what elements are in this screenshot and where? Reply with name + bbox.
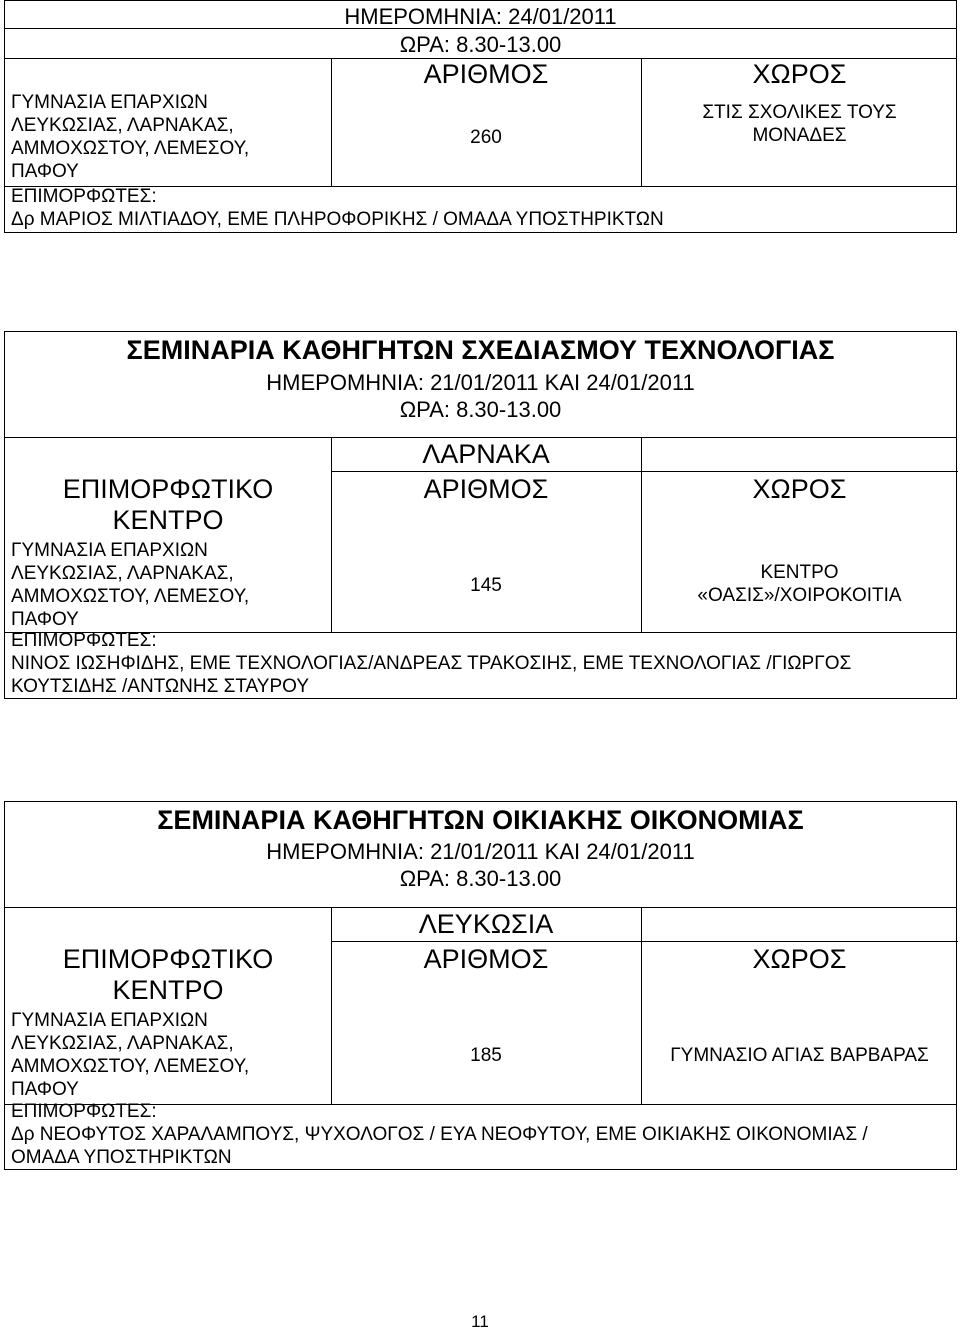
venue-line: ΜΟΝΑΔΕΣ <box>752 125 847 146</box>
training-centre-line: ΚΕΝΤΡΟ <box>112 505 224 535</box>
schools-list <box>11 91 249 183</box>
venue <box>641 101 958 147</box>
divider <box>5 907 956 908</box>
training-centre-label <box>5 474 331 536</box>
training-centre-line: ΕΠΙΜΟΡΦΩΤΙΚΟ <box>62 944 274 974</box>
seminar-table-technology <box>4 331 957 699</box>
city-header: ΛΕΥΚΩΣΙΑ <box>418 909 554 939</box>
trainers-label: ΕΠΙΜΟΡΦΩΤΕΣ: <box>11 186 157 207</box>
schools-line: ΠΑΦΟΥ <box>11 609 79 630</box>
city-header: ΛΑΡΝΑΚΑ <box>422 439 550 469</box>
venue <box>641 561 958 607</box>
trainers <box>11 1100 868 1169</box>
session-time: ΩΡΑ: 8.30-13.00 <box>399 866 562 891</box>
seminar-title: ΣΕΜΙΝΑΡΙΑ ΚΑΘΗΓΗΤΩΝ ΟΙΚΙΑΚΗΣ ΟΙΚΟΝΟΜΙΑΣ <box>157 805 804 835</box>
place-header: ΧΩΡΟΣ <box>752 59 847 89</box>
schools-line: ΑΜΜΟΧΩΣΤΟΥ, ΛΕΜΕΣΟΥ, <box>11 1056 250 1077</box>
session-date: ΗΜΕΡΟΜΗΝΙΑ: 24/01/2011 <box>344 4 617 29</box>
schools-list <box>11 1009 249 1101</box>
divider <box>331 471 958 472</box>
trainers-line: ΚΟΥΤΣΙΔΗΣ /ΑΝΤΩΝΗΣ ΣΤΑΥΡΟΥ <box>11 676 309 697</box>
venue-line: ΓΥΜΝΑΣΙΟ ΑΓΙΑΣ ΒΑΡΒΑΡΑΣ <box>670 1045 929 1066</box>
schools-line: ΓΥΜΝΑΣΙΑ ΕΠΑΡΧΙΩΝ <box>11 540 208 561</box>
schools-line: ΓΥΜΝΑΣΙΑ ΕΠΑΡΧΙΩΝ <box>11 1010 208 1031</box>
venue-line: «ΟΑΣΙΣ»/ΧΟΙΡΟΚΟΙΤΙΑ <box>697 585 902 606</box>
trainers-line: ΝΙΝΟΣ ΙΩΣΗΦΙΔΗΣ, ΕΜΕ ΤΕΧΝΟΛΟΓΙΑΣ/ΑΝΔΡΕΑΣ ΤΡΑΚΟΣΙΗΣ, ΕΜΕ ΤΕΧΝΟΛΟΓΙΑΣ /ΓΙΩΡΓΟΣ <box>11 653 852 674</box>
training-centre-label <box>5 944 331 1006</box>
seminar-table-informatics <box>4 0 957 233</box>
schools-line: ΛΕΥΚΩΣΙΑΣ, ΛΑΡΝΑΚΑΣ, <box>11 115 234 136</box>
venue <box>641 1044 958 1067</box>
divider <box>5 437 956 438</box>
trainers-label: ΕΠΙΜΟΡΦΩΤΕΣ: <box>11 1101 157 1122</box>
schools-line: ΑΜΜΟΧΩΣΤΟΥ, ΛΕΜΕΣΟΥ, <box>11 138 250 159</box>
trainers-line: Δρ ΜΑΡΙΟΣ ΜΙΛΤΙΑΔΟΥ, ΕΜΕ ΠΛΗΡΟΦΟΡΙΚΗΣ / ΟΜΑΔΑ ΥΠΟΣΤΗΡΙΚΤΩΝ <box>11 209 664 230</box>
number-header: ΑΡΙΘΜΟΣ <box>423 59 549 89</box>
page-number: 11 <box>471 1312 489 1331</box>
trainers <box>11 185 664 231</box>
seminar-title: ΣΕΜΙΝΑΡΙΑ ΚΑΘΗΓΗΤΩΝ ΣΧΕΔΙΑΣΜΟΥ ΤΕΧΝΟΛΟΓΙΑΣ <box>126 335 835 365</box>
trainers <box>11 629 851 698</box>
number-header: ΑΡΙΘΜΟΣ <box>423 944 549 974</box>
schools-line: ΛΕΥΚΩΣΙΑΣ, ΛΑΡΝΑΚΑΣ, <box>11 1033 234 1054</box>
place-header: ΧΩΡΟΣ <box>752 474 847 504</box>
trainers-line: ΟΜΑΔΑ ΥΠΟΣΤΗΡΙΚΤΩΝ <box>11 1147 232 1168</box>
schools-line: ΠΑΦΟΥ <box>11 1079 79 1100</box>
training-centre-line: ΚΕΝΤΡΟ <box>112 975 224 1005</box>
participant-number: 185 <box>470 1045 502 1066</box>
place-header: ΧΩΡΟΣ <box>752 944 847 974</box>
schools-line: ΓΥΜΝΑΣΙΑ ΕΠΑΡΧΙΩΝ <box>11 92 208 113</box>
divider <box>331 941 958 942</box>
number-header: ΑΡΙΘΜΟΣ <box>423 474 549 504</box>
session-date: ΗΜΕΡΟΜΗΝΙΑ: 21/01/2011 ΚΑΙ 24/01/2011 <box>266 370 695 395</box>
venue-line: ΚΕΝΤΡΟ <box>760 562 839 583</box>
schools-line: ΛΕΥΚΩΣΙΑΣ, ΛΑΡΝΑΚΑΣ, <box>11 563 234 584</box>
schools-line: ΠΑΦΟΥ <box>11 161 79 182</box>
session-time: ΩΡΑ: 8.30-13.00 <box>399 32 562 57</box>
session-time: ΩΡΑ: 8.30-13.00 <box>399 397 562 422</box>
schools-line: ΑΜΜΟΧΩΣΤΟΥ, ΛΕΜΕΣΟΥ, <box>11 586 250 607</box>
schools-list <box>11 539 249 631</box>
trainers-label: ΕΠΙΜΟΡΦΩΤΕΣ: <box>11 630 157 651</box>
participant-number: 145 <box>470 575 502 596</box>
trainers-line: Δρ ΝΕΟΦΥΤΟΣ ΧΑΡΑΛΑΜΠΟΥΣ, ΨΥΧΟΛΟΓΟΣ / ΕΥΑ ΝΕΟΦΥΤΟΥ, ΕΜΕ ΟΙΚΙΑΚΗΣ ΟΙΚΟΝΟΜΙΑΣ / <box>11 1124 868 1145</box>
divider <box>641 907 642 1104</box>
venue-line: ΣΤΙΣ ΣΧΟΛΙΚΕΣ ΤΟΥΣ <box>702 102 897 123</box>
session-date: ΗΜΕΡΟΜΗΝΙΑ: 21/01/2011 ΚΑΙ 24/01/2011 <box>266 839 695 864</box>
training-centre-line: ΕΠΙΜΟΡΦΩΤΙΚΟ <box>62 474 274 504</box>
participant-number: 260 <box>470 127 502 148</box>
seminar-table-home-economics <box>4 801 957 1170</box>
